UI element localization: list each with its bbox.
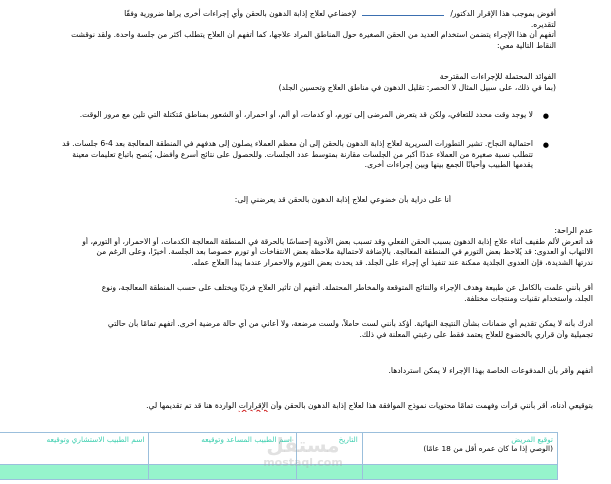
date-cell[interactable]: التاريخ	[296, 433, 362, 465]
benefit-bullet-2: احتمالية النجاح. تشير التطورات السريرية لعلاج إذابة الدهون بالحقن إلى أن معظم العملاء يصلون إلى هدفهم في المنطقة المعالجة بعد 4-6 جلسات. قد تتطلب نسبة صغيرة من العملاء عددًا أكبر من الجلسات مقارنة بمتوسط عدد الجلسات. وللحصول على نتائج أسرع وأفضل، يُنصح باتباع تعليمات معينة يقدمها الطبيب وأحيانًا الجمع بينها وبين إجراءات أخرى.	[62, 139, 533, 169]
intro-line-1: أفوض بموجب هذا الإقرار الدكتور/لإخضاعي لعلاج إذابة الدهون بالحقن وأي إجراءات أخرى يراها ضرورية وفقًا	[124, 9, 556, 18]
spellcheck-word[interactable]: الإقرارات	[238, 401, 269, 410]
patient-signature-input[interactable]	[362, 465, 557, 480]
benefit-bullet-1: لا يوجد وقت محدد للتعافي، ولكن قد يتعرض المرضى إلى تورم، أو كدمات، أو ألم، أو احمرار، أو الشعور بمناطق مُتكتلة التي تلين مع مرور الوقت.	[79, 110, 533, 119]
bullet-icon: ●	[542, 141, 549, 149]
signing-statement: بتوقيعي أدناه، أقر بأنني قرأت وفهمت تمامًا محتويات نموذج الموافقة هذا لعلاج إذابة الدهون بالحقن وأن الإقرارات الواردة هنا قد تم تقديمها لي.	[146, 401, 593, 410]
bullet-icon: ●	[542, 112, 549, 120]
patient-signature-cell[interactable]: توقيع المريض (الوصي إذا ما كان عمره أقل من 18 عامًا)	[362, 433, 557, 465]
benefits-section	[20, 72, 556, 93]
benefits-subtitle: (بما في ذلك، على سبيل المثال لا الحصر: تقليل الدهون في مناطق العلاج وتحسين الجلد)	[278, 82, 556, 92]
intro-line-3: أتفهم أن هذا الإجراء يتضمن استخدام العديد من الحقن الصغيرة حول المناطق المراد علاجها، كما أتفهم أن العلاج يتطلب أكثر من جلسة واحدة. ولقد نوقشت	[71, 30, 556, 39]
benefits-title: الفوائد المحتملة للإجراءات المقترحة	[439, 72, 556, 81]
watermark-logo: مستقل mostaql.com	[263, 433, 343, 469]
assistant-doctor-cell[interactable]: اسم الطبيب المساعد وتوقيعه	[149, 433, 296, 465]
consultant-doctor-input[interactable]	[0, 465, 149, 480]
intro-paragraph	[20, 8, 556, 51]
awareness-statement: أنا على دراية بأن خضوعي لعلاج إذابة الدهون بالحقن قد يعرضني إلى:	[234, 195, 451, 204]
consultant-doctor-cell[interactable]: اسم الطبيب الاستشاري وتوقيعه	[0, 433, 149, 465]
doctor-name-field[interactable]	[362, 8, 444, 16]
discomfort-title: عدم الراحة:	[554, 226, 593, 235]
acknowledge-paragraph: أقر بأنني علمت بالكامل عن طبيعة وهدف الإجراء والنتائج المتوقعة والمخاطر المحتملة. أتفهم أن تأثير العلاج فرديًا ويختلف على حسب المنطقة المعالجة، ونوع الجلد، واستخدام تقنيات ومنتجات مختلفة.	[101, 283, 593, 303]
intro-line-2: لتقديره.	[530, 19, 556, 29]
discomfort-section: عدم الراحة: قد أتعرض لألم طفيف أثناء علاج إذابة الدهون بسبب الحقن الفعلي وقد تسبب بعض الأدوية إحساسًا بالحرقة في المنطقة المعالجة الكدمات، أو الاحمرار، أو التورم، أو الالتهاب أو العدوى: قد يُلاحظ بعض التورم في المنطقة المعالجة. بالإضافة لاحتمالية ملاحظة بعض الانتفاخات أو تورم خصوصا بعد الجلسة. أخيرًا، وعلى الرغم من ندرتها الشديدة، فإن العدوى الجلدية ممكنة عند تنفيذ أي إجراء على الجلد. قد يحدث بعض التورم والاحمرار عندما يبدأ العلاج عمله.	[10, 226, 593, 268]
payments-statement: أتفهم وأقر بأن المدفوعات الخاصة بهذا الإجراء لا يمكن استردادها.	[388, 366, 593, 375]
intro-line-4: النقاط التالية معي:	[496, 40, 556, 50]
guarantee-paragraph: أدرك بأنه لا يمكن تقديم أي ضمانات بشأن النتيجة النهائية. أؤكد بأنني لست حاملاً، ولست مرضعة، ولا أعاني من أي حالة مرضية أخرى. أتفهم تمامًا بأن حالتي تجميلية وأن قراري بالخضوع للعلاج يعتمد فقط على رغبتي المعلنة في ذلك.	[107, 319, 593, 339]
